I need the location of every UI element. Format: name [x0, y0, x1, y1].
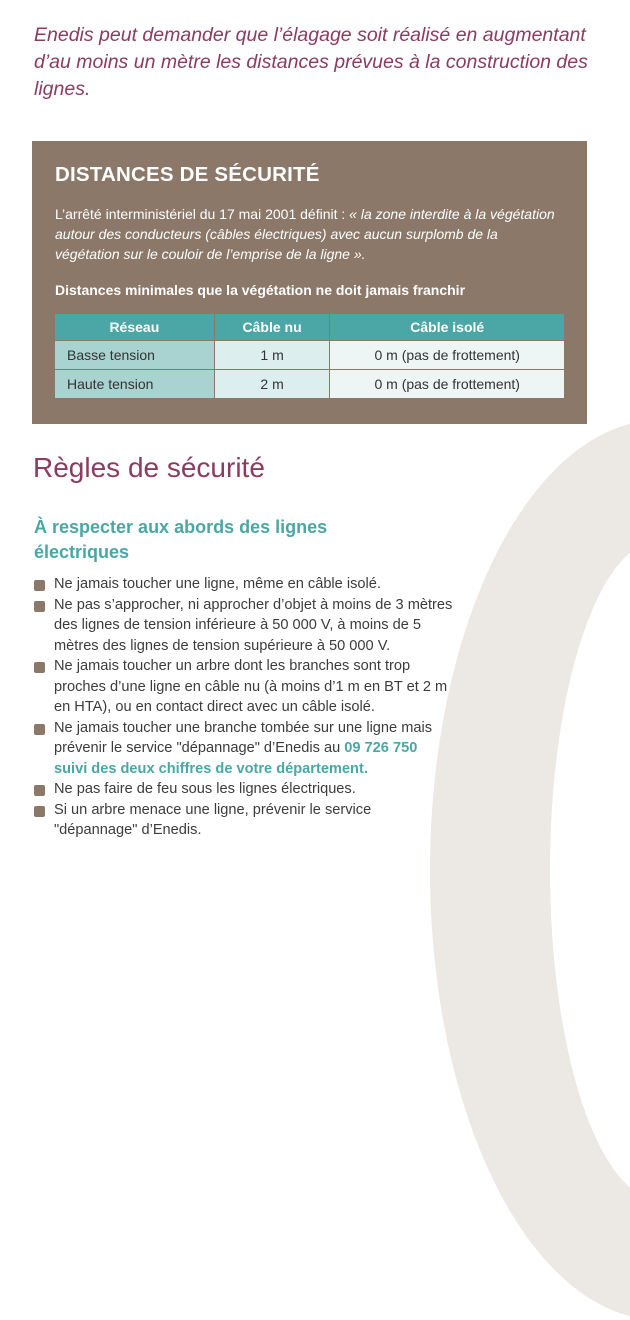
- list-item: [34, 800, 454, 841]
- square-bullet-icon: [34, 580, 45, 591]
- rule-text: Si un arbre menace une ligne, prévenir le service "dépannage" d’Enedis.: [54, 801, 372, 838]
- square-bullet-icon: [34, 724, 45, 735]
- safety-distances-panel: [32, 141, 587, 424]
- rule-text: Ne pas s’approcher, ni approcher d’objet à moins de 3 mètres des lignes de tension inférieure à 50 000 V, à moins de 5 mètres des lignes de tension supérieure à 50 000 V.: [54, 596, 453, 654]
- panel-title: DISTANCES DE SÉCURITÉ: [55, 163, 320, 186]
- distances-table: [54, 313, 565, 399]
- cell-insulated-cable: 0 m (pas de frottement): [330, 370, 565, 399]
- table-caption: Distances minimales que la végétation ne doit jamais franchir: [55, 282, 466, 298]
- cell-network: Haute tension: [55, 370, 215, 399]
- decorative-arc: [430, 420, 630, 1320]
- rule-text: Ne jamais toucher une branche tombée sur une ligne mais prévenir le service "dépannage" d’Enedis au: [54, 719, 433, 756]
- phone-suffix: .: [363, 760, 368, 777]
- rules-heading: Règles de sécurité: [33, 452, 265, 483]
- rules-subheading: À respecter aux abords des lignes électriques: [34, 517, 328, 562]
- rule-text: Ne jamais toucher une ligne, même en câble isolé.: [54, 576, 381, 592]
- decree-quote: « la zone interdite à la végétation autour des conducteurs (câbles électriques) avec aucun surplomb de la végétation sur le couloir de l’emprise de la ligne ».: [55, 206, 555, 262]
- rule-text: Ne jamais toucher un arbre dont les branches sont trop proches d’une ligne en câble nu (à moins d’1 m en BT et 2 m en HTA), ou en contact direct avec un câble isolé.: [54, 658, 448, 715]
- square-bullet-icon: [34, 601, 45, 612]
- header-network: Réseau: [55, 314, 215, 341]
- decree-intro: L’arrêté interministériel du 17 mai 2001 définit :: [55, 206, 350, 222]
- table-row: [55, 370, 565, 399]
- header-insulated-cable: Câble isolé: [330, 314, 565, 341]
- list-item: [34, 656, 454, 718]
- list-item: [34, 718, 454, 780]
- phone-number: 09 726 750 suivi des deux chiffres de votre département: [54, 740, 418, 777]
- square-bullet-icon: [34, 785, 45, 796]
- list-item: [34, 595, 454, 657]
- table-row: [55, 341, 565, 370]
- intro-text: Enedis peut demander que l’élagage soit réalisé en augmentant d’au moins un mètre les distances prévues à la construction des lignes.: [34, 24, 588, 100]
- rules-list: [34, 574, 454, 841]
- square-bullet-icon: [34, 806, 45, 817]
- cell-insulated-cable: 0 m (pas de frottement): [330, 341, 565, 370]
- list-item: [34, 574, 454, 595]
- table-header-row: [55, 314, 565, 341]
- list-item: [34, 779, 454, 800]
- cell-bare-cable: 1 m: [214, 341, 330, 370]
- square-bullet-icon: [34, 662, 45, 673]
- rule-text: Ne pas faire de feu sous les lignes électriques.: [54, 781, 356, 797]
- decree-text: [55, 204, 565, 264]
- cell-bare-cable: 2 m: [214, 370, 330, 399]
- cell-network: Basse tension: [55, 341, 215, 370]
- header-bare-cable: Câble nu: [214, 314, 330, 341]
